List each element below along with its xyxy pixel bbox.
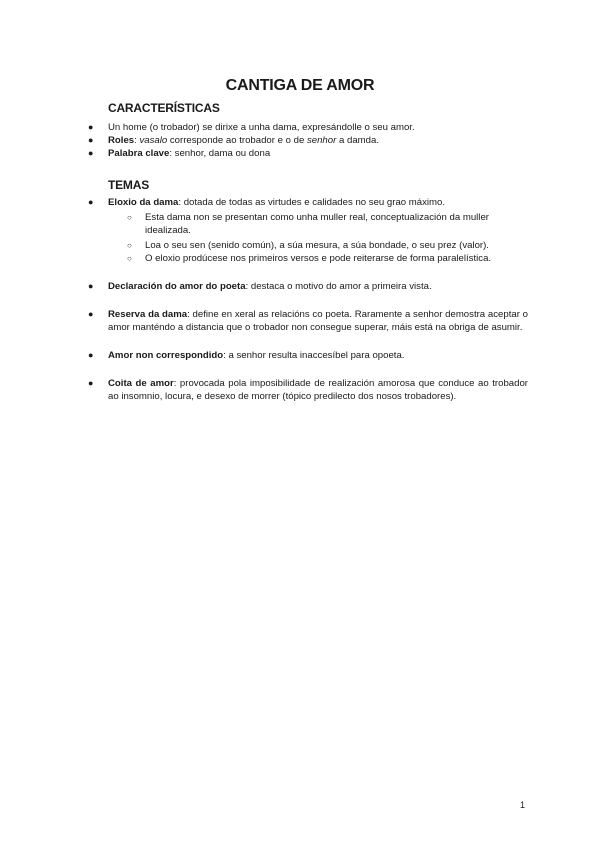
- bullet-icon: ●: [88, 135, 94, 145]
- term-label: Palabra clave: [108, 148, 170, 159]
- bullet-icon: ●: [88, 197, 94, 207]
- term-label: Coita de amor: [108, 378, 174, 389]
- list-item-text: [108, 377, 528, 403]
- term-label: Amor non correspondido: [108, 350, 224, 361]
- list-item-text: [108, 196, 528, 209]
- list-item-text: [108, 147, 528, 160]
- term-label: Eloxio da dama: [108, 197, 179, 208]
- list-item-text: Loa o seu sen (senido común), a súa mesura, a súa bondade, o seu prez (valor).: [145, 240, 489, 251]
- sub-list-item: [0, 211, 600, 237]
- list-item-text: O eloxio prodúcese nos primeiros versos e pode reiterarse de forma paralelística.: [145, 253, 492, 264]
- sub-bullet-icon: ○: [127, 213, 132, 222]
- temas-list: [0, 196, 600, 403]
- text-fragment: : dotada de todas as virtudes e calidades no seu grao máximo.: [178, 197, 446, 208]
- bullet-icon: ●: [88, 350, 94, 360]
- list-item: [0, 349, 600, 362]
- bullet-icon: ●: [88, 378, 94, 388]
- text-fragment: : define en xeral as relacións co poeta. Raramente a senhor demostra aceptar o amor manténdo a distancia que o trobador non consegue superar, máis está na obriga de asumir.: [108, 309, 528, 333]
- caracteristicas-list: [0, 121, 600, 160]
- sub-list-item: [0, 239, 600, 252]
- italic-term: vasalo: [139, 135, 168, 146]
- list-item-text: Esta dama non se presentan como unha muller real, conceptualización da muller idealizada.: [145, 212, 489, 236]
- list-item: [0, 147, 600, 160]
- bullet-icon: ●: [88, 309, 94, 319]
- italic-term: senhor: [306, 135, 337, 146]
- bullet-icon: ●: [88, 148, 94, 158]
- section-heading-temas: TEMAS: [108, 178, 150, 192]
- text-fragment: a damda.: [336, 135, 379, 146]
- text-fragment: corresponde ao trobador e o de: [167, 135, 307, 146]
- list-item-text: [108, 134, 528, 147]
- list-item-text: [108, 308, 528, 334]
- page-title: CANTIGA DE AMOR: [225, 77, 375, 94]
- term-label: Reserva da dama: [108, 309, 188, 320]
- bullet-icon: ●: [88, 122, 94, 132]
- sub-list-item: [0, 252, 600, 265]
- list-item: [0, 121, 600, 134]
- page-number: 1: [520, 800, 526, 810]
- sub-bullet-icon: ○: [127, 241, 132, 250]
- term-label: Roles: [108, 135, 135, 146]
- list-item-text: Un home (o trobador) se dirixe a unha dama, expresándolle o seu amor.: [108, 122, 415, 133]
- text-fragment: : a senhor resulta inaccesíbel para opoeta.: [223, 350, 405, 361]
- list-item: [0, 308, 600, 334]
- sub-bullet-icon: ○: [127, 254, 132, 263]
- list-item-text: [108, 349, 528, 362]
- bullet-icon: ●: [88, 281, 94, 291]
- term-label: Declaración do amor do poeta: [108, 281, 246, 292]
- text-fragment: : senhor, dama ou dona: [169, 148, 271, 159]
- text-fragment: : destaca o motivo do amor a primeira vista.: [245, 281, 432, 292]
- list-item: [0, 377, 600, 403]
- text-fragment: :: [134, 135, 140, 146]
- list-item: [0, 280, 600, 293]
- list-item: [0, 196, 600, 209]
- section-heading-caracteristicas: CARACTERÍSTICAS: [108, 101, 220, 115]
- list-item: [0, 134, 600, 147]
- list-item-text: [108, 280, 528, 293]
- text-fragment: : provocada pola imposibilidade de realización amorosa que conduce ao trobador ao insomnio, locura, e desexo de morrer (tópico predilecto dos nosos trobadores).: [108, 378, 528, 402]
